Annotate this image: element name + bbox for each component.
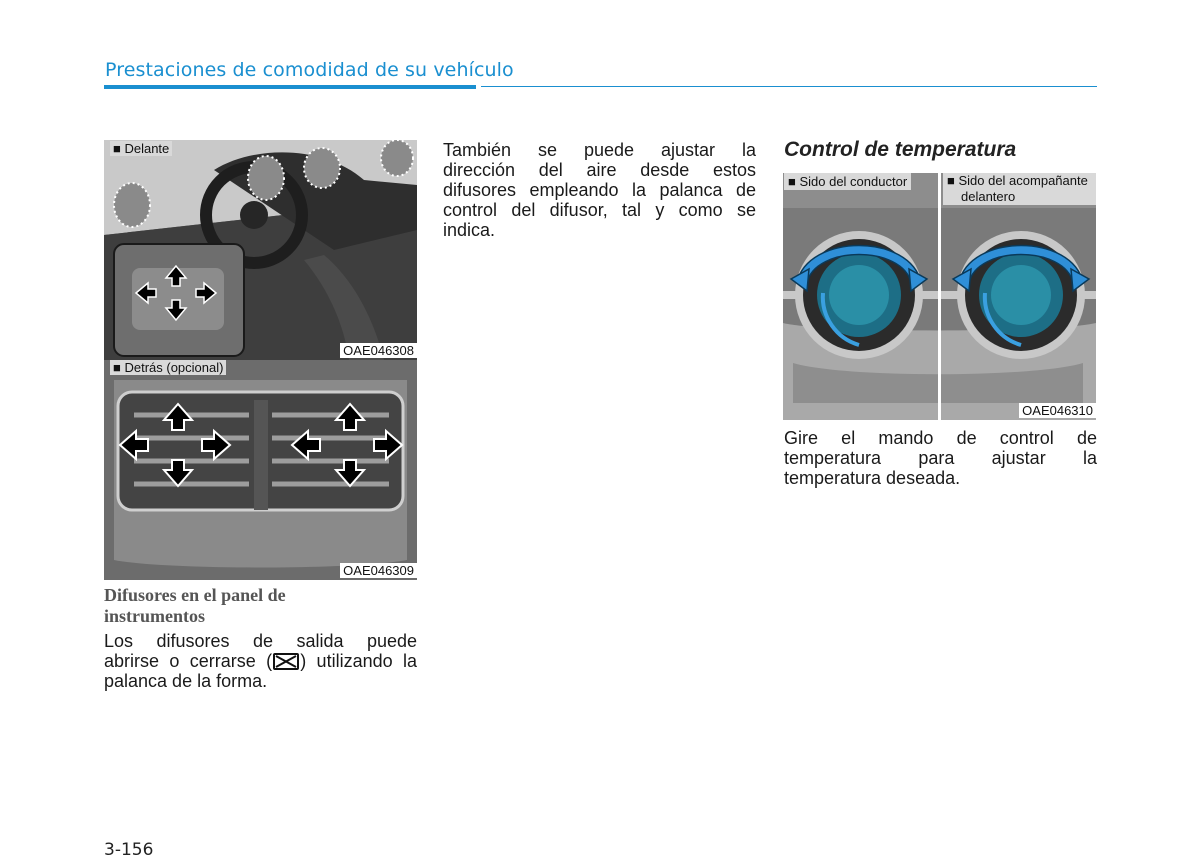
driver-side-label: ■ Sido del conductor xyxy=(784,173,911,190)
passenger-side-label-line-1: ■ Sido del acompañante xyxy=(947,173,1088,188)
col1-paragraph xyxy=(104,631,417,691)
col1-line-2b: ) utilizando la xyxy=(300,651,418,671)
col2-line-4: control del difusor, tal y como se xyxy=(443,200,756,220)
subheading-line-1: Difusores en el panel de xyxy=(104,585,286,605)
col2-line-3: difusores empleando la palanca de xyxy=(443,180,756,200)
col2-line-2: dirección del aire desde estos xyxy=(443,160,756,180)
rear-vents-figure xyxy=(104,360,417,580)
front-vents-figure xyxy=(104,140,417,360)
col2-paragraph xyxy=(443,140,756,240)
section-title: Prestaciones de comodidad de su vehículo xyxy=(105,59,514,81)
subheading xyxy=(104,585,417,627)
front-figure-code: OAE046308 xyxy=(340,343,417,358)
col3-line-1: Gire el mando de control de xyxy=(784,428,1097,448)
col1-line-2 xyxy=(104,651,417,671)
x-box-icon xyxy=(273,653,299,670)
temperature-knobs-illustration xyxy=(783,173,1096,420)
passenger-side-label xyxy=(943,173,1096,205)
col1-line-1: Los difusores de salida puede xyxy=(104,631,417,651)
rear-figure-label: ■ Detrás (opcional) xyxy=(110,360,226,375)
col2-line-5: indica. xyxy=(443,220,496,240)
header-rule-thick xyxy=(104,85,476,89)
header-rule-thin xyxy=(481,86,1097,87)
page-number: 3-156 xyxy=(104,840,154,860)
rear-figure-code: OAE046309 xyxy=(340,563,417,578)
front-figure-label: ■ Delante xyxy=(110,141,172,156)
col3-line-3: temperatura deseada. xyxy=(784,468,961,488)
temperature-figure xyxy=(783,173,1096,420)
col2-line-1: También se puede ajustar la xyxy=(443,140,756,160)
subheading-line-2: instrumentos xyxy=(104,606,206,626)
rear-console-illustration xyxy=(104,360,417,580)
front-dashboard-illustration xyxy=(104,140,417,360)
col3-line-2: temperatura para ajustar la xyxy=(784,448,1097,468)
temperature-figure-code: OAE046310 xyxy=(1019,403,1096,418)
col1-line-3: palanca de la forma. xyxy=(104,671,268,691)
col1-line-2a: abrirse o cerrarse ( xyxy=(104,651,273,671)
col3-paragraph xyxy=(784,428,1097,488)
section-heading: Control de temperatura xyxy=(784,138,1017,161)
passenger-side-label-line-2: delantero xyxy=(961,189,1016,204)
